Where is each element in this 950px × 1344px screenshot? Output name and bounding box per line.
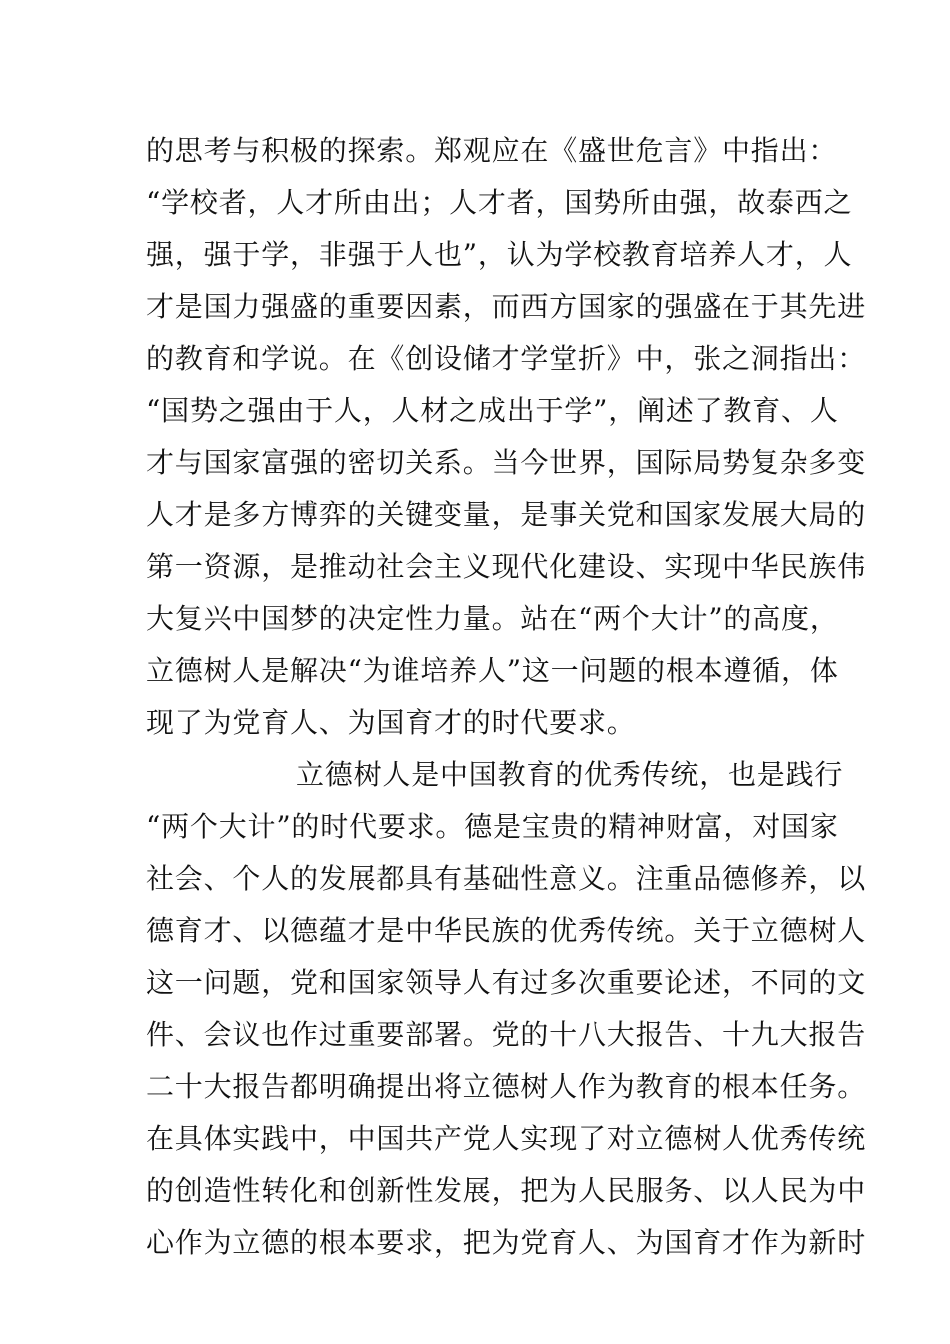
text-line: 的创造性转化和创新性发展，把为人民服务、以人民为中 [146, 1174, 867, 1207]
paragraph-2 [146, 749, 867, 1269]
text-line: 件、会议也作过重要部署。党的十八大报告、十九大报告 [146, 1018, 867, 1051]
text-line: 社会、个人的发展都具有基础性意义。注重品德修养，以 [146, 862, 867, 895]
text-line: 立德树人是中国教育的优秀传统，也是践行 [296, 758, 844, 791]
text-line: 的教育和学说。在《创设储才学堂折》中，张之洞指出： [146, 342, 867, 375]
text-line: 才是国力强盛的重要因素，而西方国家的强盛在于其先进 [146, 290, 867, 323]
text-line: “两个大计”的时代要求。德是宝贵的精神财富，对国家 [146, 810, 839, 843]
text-line: 的思考与积极的探索。郑观应在《盛世危言》中指出： [146, 134, 838, 167]
text-line: 二十大报告都明确提出将立德树人作为教育的根本任务。 [146, 1070, 867, 1103]
paragraph-1 [146, 125, 867, 749]
text-line: 这一问题，党和国家领导人有过多次重要论述，不同的文 [146, 966, 867, 999]
text-line: “国势之强由于人，人材之成出于学”，阐述了教育、人 [146, 394, 839, 427]
body-text [146, 125, 867, 1269]
text-line: 在具体实践中，中国共产党人实现了对立德树人优秀传统 [146, 1122, 867, 1155]
text-line: 强，强于学，非强于人也”，认为学校教育培养人才，人 [146, 238, 853, 271]
text-line: 心作为立德的根本要求，把为党育人、为国育才作为新时 [146, 1226, 867, 1259]
text-line: 才与国家富强的密切关系。当今世界，国际局势复杂多变 [146, 446, 867, 479]
text-line: 德育才、以德蕴才是中华民族的优秀传统。关于立德树人 [146, 914, 867, 947]
text-line: “学校者，人才所由出；人才者，国势所由强，故泰西之 [146, 186, 853, 219]
text-line: 第一资源，是推动社会主义现代化建设、实现中华民族伟 [146, 550, 867, 583]
text-line: 现了为党育人、为国育才的时代要求。 [146, 706, 636, 739]
text-line: 立德树人是解决“为谁培养人”这一问题的根本遵循，体 [146, 654, 839, 687]
text-line: 大复兴中国梦的决定性力量。站在“两个大计”的高度， [146, 602, 839, 635]
text-line: 人才是多方博弈的关键变量，是事关党和国家发展大局的 [146, 498, 867, 531]
